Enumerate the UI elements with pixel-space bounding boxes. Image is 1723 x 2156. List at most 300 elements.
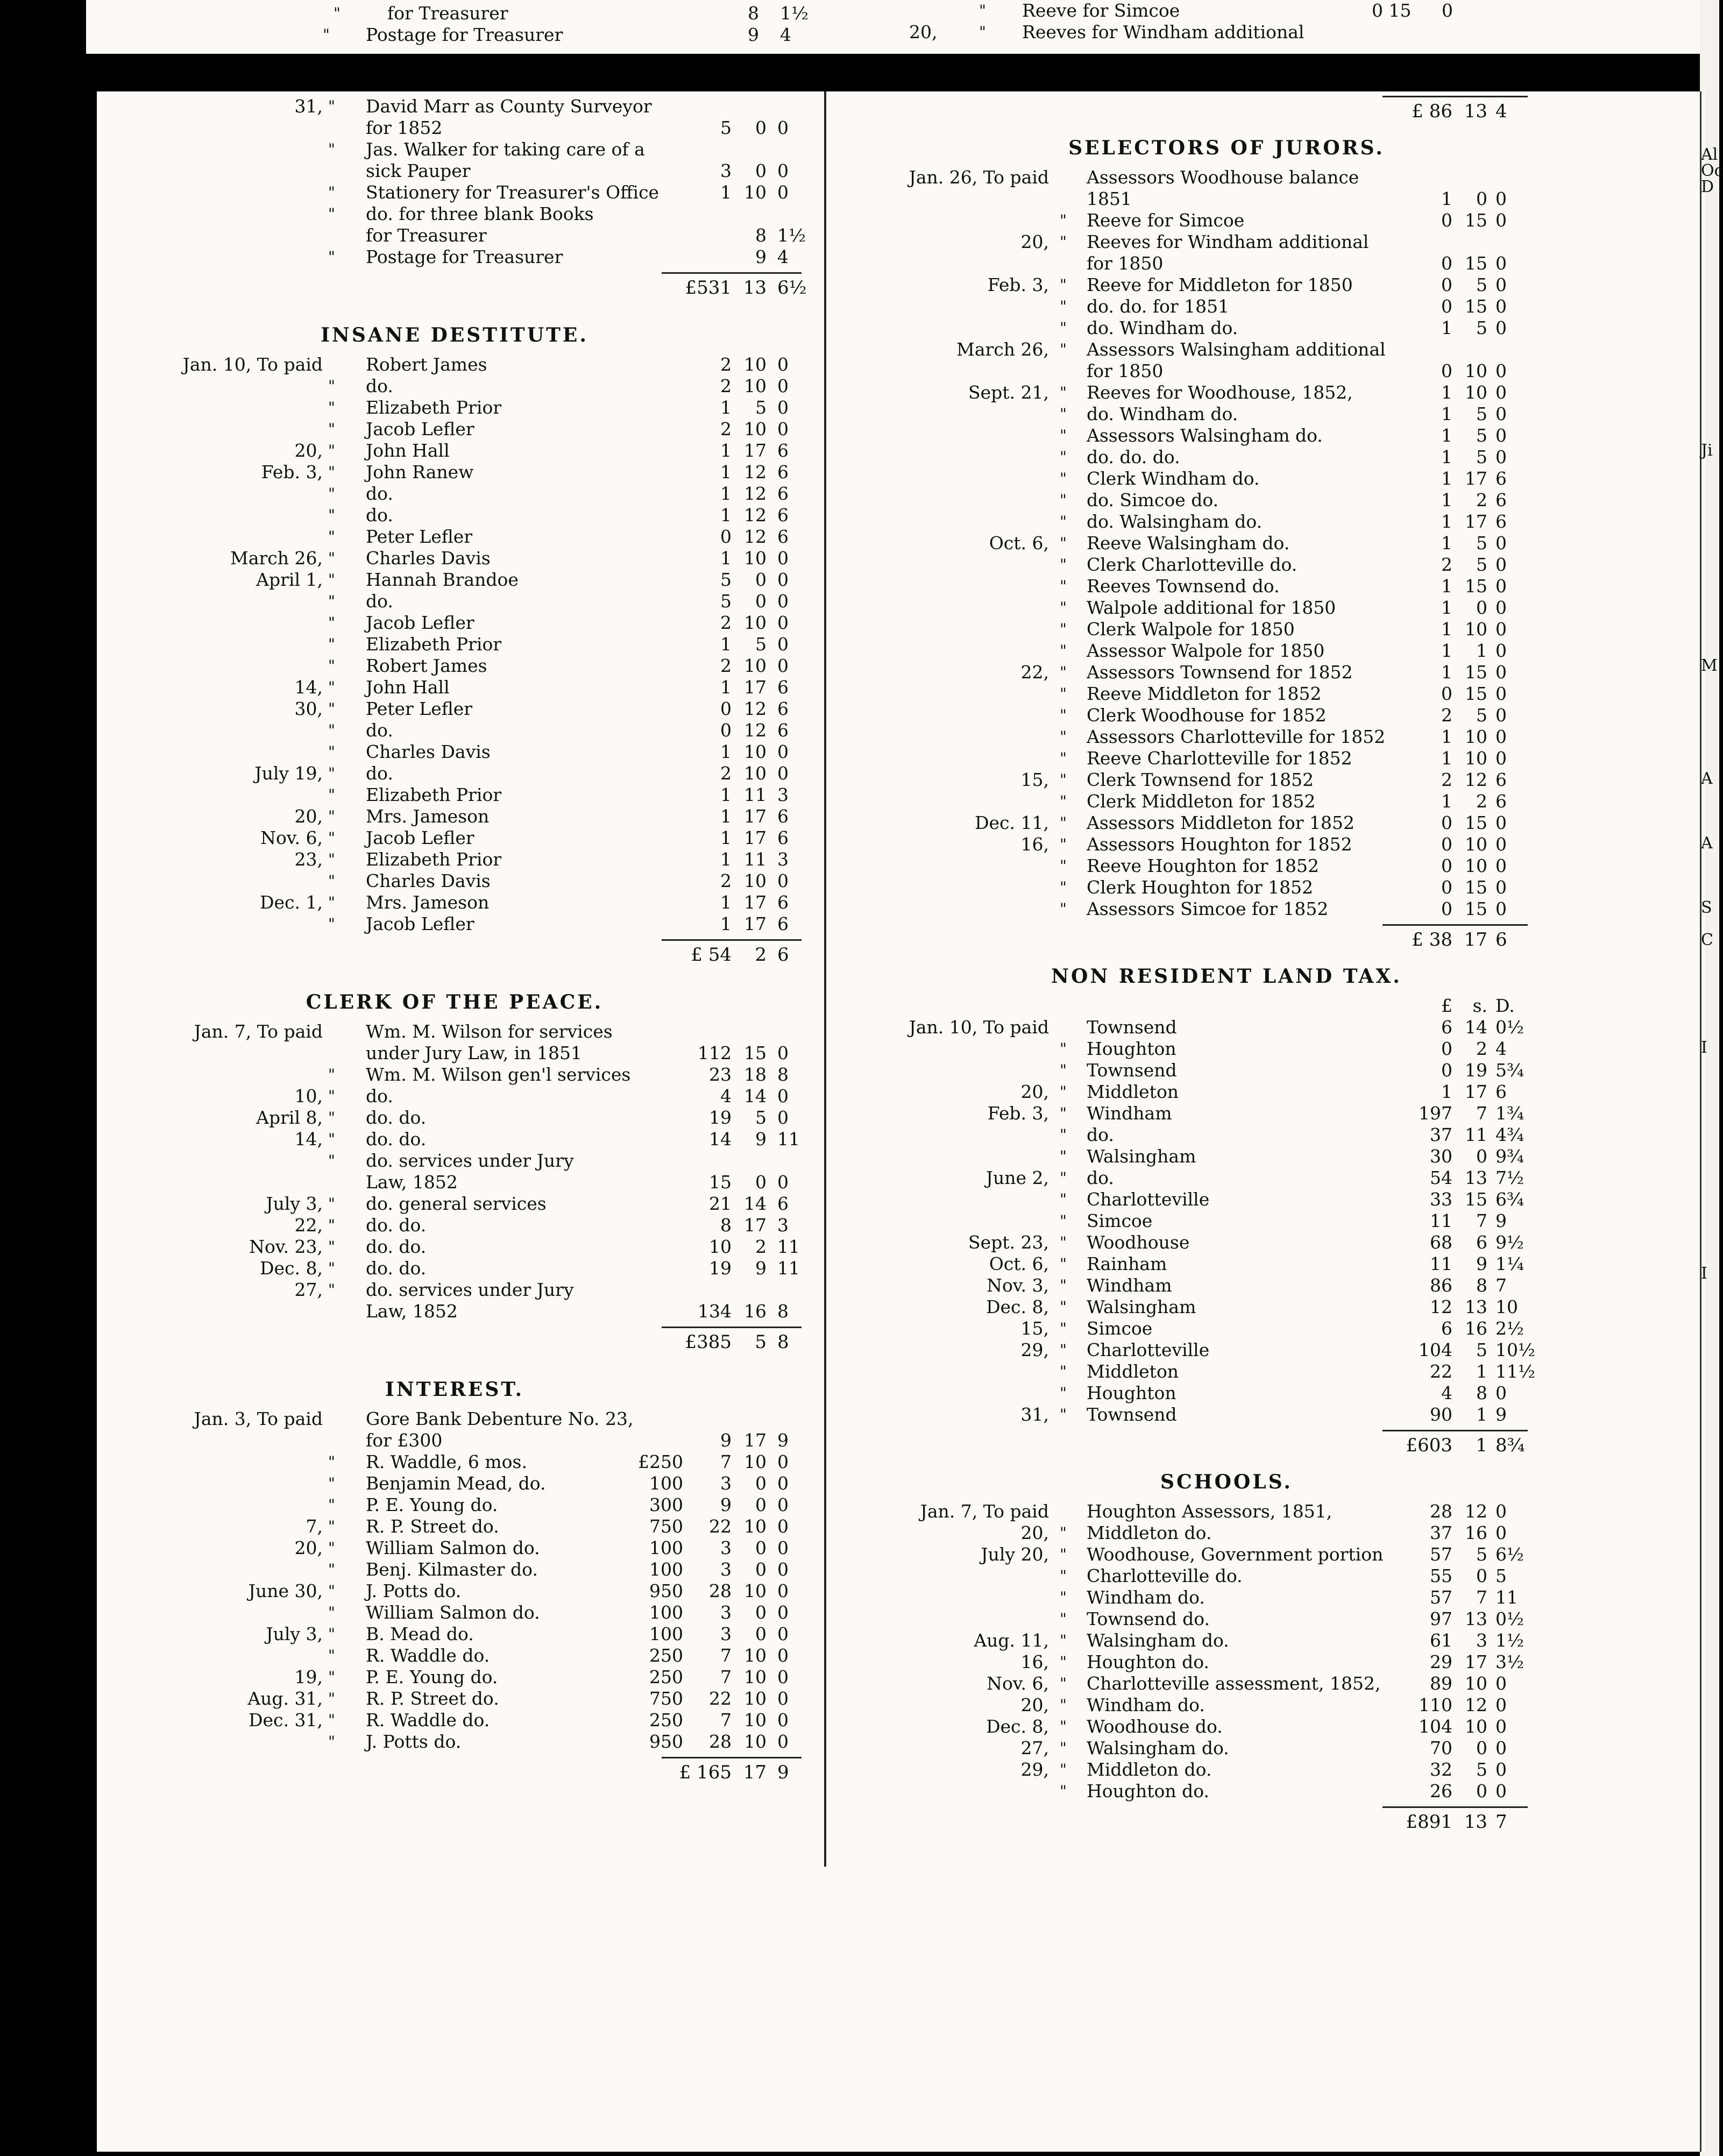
entry-date: Sept. 21, xyxy=(968,382,1049,403)
ledger-row xyxy=(97,1150,812,1172)
entry-description: Clerk Windham do. xyxy=(1087,468,1260,489)
ledger-row xyxy=(834,1382,1619,1404)
total-pence: 6 xyxy=(1495,929,1507,951)
pence-value: 0 xyxy=(777,1107,789,1128)
margin-letter: Al xyxy=(1701,145,1718,164)
entry-description: Hannah Brandoe xyxy=(366,569,519,590)
ditto-mark: " xyxy=(328,205,335,223)
pence-value: 5¾ xyxy=(1495,1060,1524,1081)
shillings-value: 16 xyxy=(1465,1318,1487,1339)
principal-amount: 750 xyxy=(649,1516,683,1537)
entry-description: Peter Lefler xyxy=(366,698,473,719)
entry-description: Woodhouse do. xyxy=(1087,1716,1223,1737)
ledger-row xyxy=(97,117,812,139)
shillings-value: 5 xyxy=(1476,705,1487,726)
pence-value: 0 xyxy=(777,375,789,396)
spacer xyxy=(97,306,812,316)
entry-date: 20, xyxy=(294,1537,323,1558)
shillings-value: 16 xyxy=(744,1301,767,1322)
ledger-row xyxy=(834,877,1619,898)
ditto-mark: " xyxy=(1060,1298,1067,1316)
pence-value: 0 xyxy=(777,1537,789,1558)
pence-value: 0 xyxy=(1442,0,1453,21)
fragment-row xyxy=(828,22,1582,43)
shillings-value: 12 xyxy=(744,462,767,483)
shillings-value: 0 xyxy=(755,569,767,590)
pence-value: 0 xyxy=(1495,662,1507,683)
shillings-value: 7 xyxy=(1476,1587,1487,1608)
pounds-value: 0 xyxy=(720,526,732,547)
ledger-row xyxy=(834,1253,1619,1275)
total-shillings: 1 xyxy=(1476,1435,1487,1456)
pence-value: 0 xyxy=(1495,1759,1507,1780)
ditto-mark: " xyxy=(1060,1363,1067,1380)
ditto-mark: " xyxy=(1060,1190,1067,1208)
pence-value: 0 xyxy=(1495,274,1507,295)
pounds-value: 19 xyxy=(709,1107,732,1128)
pence-value: 0 xyxy=(777,870,789,891)
entry-description: Elizabeth Prior xyxy=(366,634,502,655)
entry-description: Charles Davis xyxy=(366,548,491,569)
pounds-value: 2 xyxy=(720,419,732,439)
pounds-value: 7 xyxy=(720,1645,732,1666)
entry-date: Aug. 31, xyxy=(247,1688,323,1709)
shillings-value: 7 xyxy=(1476,1210,1487,1231)
entry-date: April 1, xyxy=(256,569,323,590)
ledger-row xyxy=(834,210,1619,231)
ledger-row xyxy=(834,425,1619,446)
pounds-value: 55 xyxy=(1430,1565,1452,1586)
entry-date: July 3, xyxy=(266,1623,323,1644)
ditto-mark: " xyxy=(1060,448,1067,466)
pounds-value: 1 xyxy=(1441,446,1452,467)
entry-description: Townsend xyxy=(1087,1017,1177,1038)
shillings-value: 12 xyxy=(744,526,767,547)
shillings-value: 0 xyxy=(755,1602,767,1623)
ledger-row xyxy=(834,662,1619,683)
entry-description: Reeve Walsingham do. xyxy=(1087,533,1290,554)
entry-description: do. xyxy=(366,1086,393,1107)
pounds-value: 15 xyxy=(709,1172,732,1193)
ditto-mark: " xyxy=(1060,1653,1067,1671)
ditto-mark: " xyxy=(328,850,335,868)
entry-description: Simcoe xyxy=(1087,1210,1153,1231)
ditto-mark: " xyxy=(1060,1739,1067,1757)
shillings-value: 14 xyxy=(1465,1017,1487,1038)
margin-letter: D xyxy=(1701,178,1714,196)
ditto-mark: " xyxy=(1060,211,1067,229)
ditto-mark: " xyxy=(1060,728,1067,746)
shillings-value: 0 15 xyxy=(1372,0,1412,21)
shillings-value: 17 xyxy=(744,1430,767,1451)
pence-value: 9 xyxy=(1495,1210,1507,1231)
entry-date: 29, xyxy=(1020,1759,1049,1780)
entry-description: Reeve for Simcoe xyxy=(1022,0,1180,21)
entry-description: Houghton do. xyxy=(1087,1651,1210,1672)
entry-description: for 1852 xyxy=(366,117,443,138)
pounds-value: 1 xyxy=(720,677,732,698)
shillings-value: 0 xyxy=(1476,1737,1487,1758)
entry-date: Dec. 8, xyxy=(260,1258,323,1279)
shillings-value: 15 xyxy=(1465,576,1487,597)
shillings-value: 0 xyxy=(1476,188,1487,209)
principal-amount: 100 xyxy=(649,1602,683,1623)
pounds-value: 22 xyxy=(709,1516,732,1537)
pounds-value: 0 xyxy=(720,698,732,719)
shillings-value: 16 xyxy=(1465,1522,1487,1543)
ditto-mark: " xyxy=(1060,427,1067,444)
pounds-value: 1 xyxy=(1441,490,1452,510)
ledger-row xyxy=(834,1587,1619,1608)
entry-description: Clerk Middleton for 1852 xyxy=(1087,791,1316,812)
pounds-value: 1 xyxy=(720,741,732,762)
shillings-value: 10 xyxy=(1465,1673,1487,1694)
ditto-mark: " xyxy=(1060,792,1067,810)
ditto-mark: " xyxy=(1060,534,1067,552)
shillings-value: 0 xyxy=(755,591,767,612)
pence-value: 10 xyxy=(1495,1296,1518,1317)
pounds-value: 89 xyxy=(1430,1673,1452,1694)
principal-amount: 250 xyxy=(649,1645,683,1666)
ledger-row xyxy=(834,1361,1619,1382)
ditto-mark: " xyxy=(1060,1233,1067,1251)
ledger-row xyxy=(834,1544,1619,1565)
entry-date: Nov. 23, xyxy=(249,1236,323,1257)
ledger-row xyxy=(834,898,1619,920)
pence-value: 0 xyxy=(1495,597,1507,618)
pounds-value: 33 xyxy=(1430,1189,1452,1210)
ledger-row xyxy=(97,1408,812,1430)
pence-value: 0 xyxy=(777,1516,789,1537)
pounds-value: 0 xyxy=(1441,360,1452,381)
pence-value: 11 xyxy=(777,1129,800,1150)
ditto-mark: " xyxy=(328,764,335,782)
shillings-value: 9 xyxy=(755,1129,767,1150)
ditto-mark: " xyxy=(1060,814,1067,832)
pounds-value: 2 xyxy=(1441,769,1452,790)
ledger-row xyxy=(834,317,1619,339)
shillings-value: 17 xyxy=(1465,511,1487,532)
entry-description: Clerk Walpole for 1850 xyxy=(1087,619,1295,640)
ditto-mark: " xyxy=(1060,857,1067,875)
ditto-mark: " xyxy=(1060,276,1067,294)
entry-description: do. xyxy=(366,505,393,526)
total-shillings: 5 xyxy=(755,1331,767,1353)
ledger-row xyxy=(97,1193,812,1215)
pounds-value: 28 xyxy=(709,1580,732,1601)
shillings-value: 6 xyxy=(1476,1232,1487,1253)
ditto-mark: " xyxy=(1060,1675,1067,1692)
ledger-row xyxy=(97,1086,812,1107)
pounds-value: 26 xyxy=(1430,1781,1452,1802)
entry-date: Feb. 3, xyxy=(987,274,1049,295)
entry-description: David Marr as County Surveyor xyxy=(366,96,652,117)
pence-value: 6 xyxy=(777,462,789,483)
pounds-value: 11 xyxy=(1430,1253,1452,1274)
pence-value: 6 xyxy=(1495,791,1507,812)
pounds-value: 7 xyxy=(720,1710,732,1731)
entry-description: Law, 1852 xyxy=(366,1301,458,1322)
entry-description: R. P. Street do. xyxy=(366,1688,499,1709)
ledger-row xyxy=(834,231,1619,253)
section-total xyxy=(97,268,812,306)
entry-description: Clerk Houghton for 1852 xyxy=(1087,877,1314,898)
ledger-row xyxy=(97,741,812,763)
shillings-value: 10 xyxy=(1465,834,1487,855)
section-total xyxy=(834,1425,1619,1463)
shillings-value: 10 xyxy=(744,548,767,569)
pence-value: 2½ xyxy=(1495,1318,1524,1339)
ledger-row xyxy=(834,1781,1619,1802)
entry-description: Assessors Walsingham do. xyxy=(1087,425,1323,446)
entry-description: R. Waddle do. xyxy=(366,1645,490,1666)
entry-date: Jan. 10, To paid xyxy=(909,1017,1049,1038)
entry-date: 20, xyxy=(294,806,323,827)
pence-value: 1¼ xyxy=(1495,1253,1524,1274)
principal-amount: 750 xyxy=(649,1688,683,1709)
shillings-value: 13 xyxy=(1465,1167,1487,1188)
entry-date: 14, xyxy=(294,1129,323,1150)
ditto-mark: " xyxy=(1060,1104,1067,1122)
entry-description: Postage for Treasurer xyxy=(366,246,563,267)
pounds-value: 23 xyxy=(709,1064,732,1085)
pence-value: 0 xyxy=(777,1559,789,1580)
entry-description: Middleton do. xyxy=(1087,1759,1212,1780)
entry-date: 31, xyxy=(294,96,323,117)
entry-description: Townsend do. xyxy=(1087,1608,1210,1629)
ditto-mark: " xyxy=(1060,384,1067,401)
entry-date: 7, xyxy=(306,1516,323,1537)
entry-description: R. P. Street do. xyxy=(366,1516,499,1537)
pounds-value: 6 xyxy=(1441,1318,1452,1339)
pence-value: 0 xyxy=(777,634,789,655)
right-column xyxy=(834,91,1619,1840)
principal-amount: 100 xyxy=(649,1623,683,1644)
section-total xyxy=(834,91,1619,129)
ditto-mark: " xyxy=(1060,663,1067,681)
ledger-row xyxy=(97,1172,812,1193)
pounds-value: 3 xyxy=(720,1537,732,1558)
entry-description: John Hall xyxy=(366,677,450,698)
entry-description: do. xyxy=(1087,1124,1114,1145)
pence-value: 3 xyxy=(777,784,789,805)
ditto-mark: " xyxy=(1060,1083,1067,1101)
total-pence: 8¾ xyxy=(1495,1435,1525,1456)
pence-value: 11 xyxy=(777,1236,800,1257)
principal-amount: 300 xyxy=(649,1494,683,1515)
ledger-row xyxy=(97,655,812,677)
pounds-value: 90 xyxy=(1430,1404,1452,1425)
principal-amount: £250 xyxy=(638,1451,683,1472)
pounds-value: 3 xyxy=(720,1623,732,1644)
ledger-row xyxy=(834,167,1619,188)
shillings-value: 14 xyxy=(744,1086,767,1107)
shillings-value: 12 xyxy=(744,720,767,741)
entry-description: for £300 xyxy=(366,1430,443,1451)
section-total xyxy=(97,935,812,973)
entry-date: Dec. 8, xyxy=(986,1296,1049,1317)
total-rule xyxy=(662,939,802,941)
shillings-value: 12 xyxy=(744,483,767,504)
entry-date: 22, xyxy=(294,1215,323,1236)
pounds-value: 22 xyxy=(1430,1361,1452,1382)
ditto-mark: " xyxy=(328,1647,335,1664)
pounds-value: 32 xyxy=(1430,1759,1452,1780)
entry-date: 20, xyxy=(909,22,938,42)
entry-description: Jacob Lefler xyxy=(366,419,474,439)
shillings-value: 15 xyxy=(1465,662,1487,683)
pounds-value: 1 xyxy=(1441,1081,1452,1102)
ditto-mark: " xyxy=(328,678,335,696)
pence-value: 0 xyxy=(777,1042,789,1063)
shillings-value: 0 xyxy=(755,1537,767,1558)
principal-amount: 100 xyxy=(649,1559,683,1580)
entry-description: Jas. Walker for taking care of a xyxy=(366,139,645,160)
pounds-value: 1 xyxy=(720,483,732,504)
pence-value: 0 xyxy=(777,548,789,569)
ledger-row xyxy=(97,1129,812,1150)
entry-date: 14, xyxy=(294,677,323,698)
ditto-mark: " xyxy=(1060,599,1067,616)
entry-description: Reeves for Windham additional xyxy=(1022,22,1304,42)
pence-value: 0 xyxy=(1495,705,1507,726)
pence-value: 0 xyxy=(777,1172,789,1193)
ledger-row xyxy=(97,1688,812,1710)
shillings-value: 10 xyxy=(744,375,767,396)
pounds-value: 54 xyxy=(1430,1167,1452,1188)
pence-value: 6¾ xyxy=(1495,1189,1524,1210)
ditto-mark: " xyxy=(1060,771,1067,789)
pence-value: 0 xyxy=(777,763,789,784)
fragment-row xyxy=(97,24,796,46)
total-rule xyxy=(662,1757,802,1758)
ledger-row xyxy=(97,1430,812,1451)
ledger-row xyxy=(834,1167,1619,1189)
pence-value: 3½ xyxy=(1495,1651,1524,1672)
entry-description: do. xyxy=(366,763,393,784)
entry-description: do. do. xyxy=(366,1258,427,1279)
pounds-value: 12 xyxy=(1430,1296,1452,1317)
shillings-value: 15 xyxy=(1465,1189,1487,1210)
ledger-page xyxy=(97,91,1705,2152)
ledger-row xyxy=(834,769,1619,791)
ditto-mark: " xyxy=(1060,1341,1067,1359)
pounds-value: 0 xyxy=(1441,898,1452,919)
entry-description: Clerk Charlotteville do. xyxy=(1087,554,1297,575)
entry-description: Assessors Woodhouse balance xyxy=(1087,167,1359,188)
entry-description: Wm. M. Wilson gen'l services xyxy=(366,1064,631,1085)
entry-description: Wm. M. Wilson for services xyxy=(366,1021,613,1042)
shillings-value: 15 xyxy=(1465,253,1487,274)
ditto-mark: " xyxy=(328,485,335,502)
pence-value: 1½ xyxy=(1495,1630,1524,1651)
total-rule xyxy=(1382,924,1528,926)
shillings-value: 0 xyxy=(1476,597,1487,618)
entry-date: 23, xyxy=(294,849,323,870)
ditto-mark: " xyxy=(328,1259,335,1277)
entry-description: Windham do. xyxy=(1087,1587,1205,1608)
entry-description: Reeve for Middleton for 1850 xyxy=(1087,274,1353,295)
entry-description: Townsend xyxy=(1087,1060,1177,1081)
pounds-value: 0 xyxy=(1441,877,1452,898)
pounds-value: 22 xyxy=(709,1688,732,1709)
margin-letter: Oc xyxy=(1701,161,1723,180)
principal-amount: 950 xyxy=(649,1731,683,1752)
entry-date: 31, xyxy=(1020,1404,1049,1425)
entry-date: Dec. 1, xyxy=(260,892,323,913)
pence-value: 11 xyxy=(1495,1587,1518,1608)
entry-description: Woodhouse, Government portion xyxy=(1087,1544,1384,1565)
pence-value: 0 xyxy=(1495,554,1507,575)
entry-description: R. Waddle, 6 mos. xyxy=(366,1451,527,1472)
pence-value: 1½ xyxy=(777,225,806,246)
ledger-row xyxy=(834,597,1619,619)
ditto-mark: " xyxy=(328,399,335,416)
pence-value: 6 xyxy=(1495,769,1507,790)
shillings-value: 9 xyxy=(1476,1253,1487,1274)
entry-description: Reeve Middleton for 1852 xyxy=(1087,683,1322,704)
ledger-row xyxy=(834,1651,1619,1673)
entry-description: do. xyxy=(366,591,393,612)
ledger-row xyxy=(97,1537,812,1559)
entry-description: for 1850 xyxy=(1087,253,1164,274)
margin-letter: A xyxy=(1701,834,1713,853)
shillings-value: 0 xyxy=(755,117,767,138)
ledger-row xyxy=(834,1296,1619,1318)
pence-value: 6 xyxy=(1495,511,1507,532)
entry-description: Elizabeth Prior xyxy=(366,397,502,418)
ditto-mark: " xyxy=(328,1087,335,1105)
shillings-value: 12 xyxy=(1465,769,1487,790)
shillings-value: 17 xyxy=(744,1215,767,1236)
pence-value: 4 xyxy=(780,24,791,45)
pence-value: 0 xyxy=(1495,360,1507,381)
total-shillings: 13 xyxy=(1464,1811,1487,1833)
section-total xyxy=(97,1753,812,1790)
pounds-value: 104 xyxy=(1419,1339,1452,1360)
ditto-mark: " xyxy=(328,786,335,804)
ledger-row xyxy=(834,274,1619,296)
ditto-mark: " xyxy=(1060,470,1067,487)
entry-date: 22, xyxy=(1020,662,1049,683)
ditto-mark: " xyxy=(328,97,335,115)
entry-description: under Jury Law, in 1851 xyxy=(366,1042,582,1063)
ditto-mark: " xyxy=(328,1474,335,1492)
ditto-mark: " xyxy=(328,1733,335,1750)
ledger-row xyxy=(97,1494,812,1516)
ditto-mark: " xyxy=(328,807,335,825)
pence-value: 0 xyxy=(777,741,789,762)
shillings-value: 5 xyxy=(755,397,767,418)
pence-value: 0 xyxy=(1495,1501,1507,1522)
entry-date: Dec. 8, xyxy=(986,1716,1049,1737)
entry-description: Reeve Houghton for 1852 xyxy=(1087,855,1320,876)
entry-description: for 1850 xyxy=(1087,360,1164,381)
principal-amount: 100 xyxy=(649,1537,683,1558)
ditto-mark: " xyxy=(1060,1040,1067,1058)
total-pence: 6 xyxy=(777,944,789,966)
entry-date: March 26, xyxy=(956,339,1049,360)
entry-description: Woodhouse xyxy=(1087,1232,1190,1253)
ledger-row xyxy=(97,462,812,483)
pounds-value: 30 xyxy=(1430,1146,1452,1167)
ledger-row xyxy=(834,1146,1619,1167)
pounds-value: 5 xyxy=(720,569,732,590)
shillings-value: 17 xyxy=(744,677,767,698)
ledger-row xyxy=(97,892,812,913)
pounds-value: 0 xyxy=(1441,210,1452,231)
ditto-mark: " xyxy=(328,614,335,632)
